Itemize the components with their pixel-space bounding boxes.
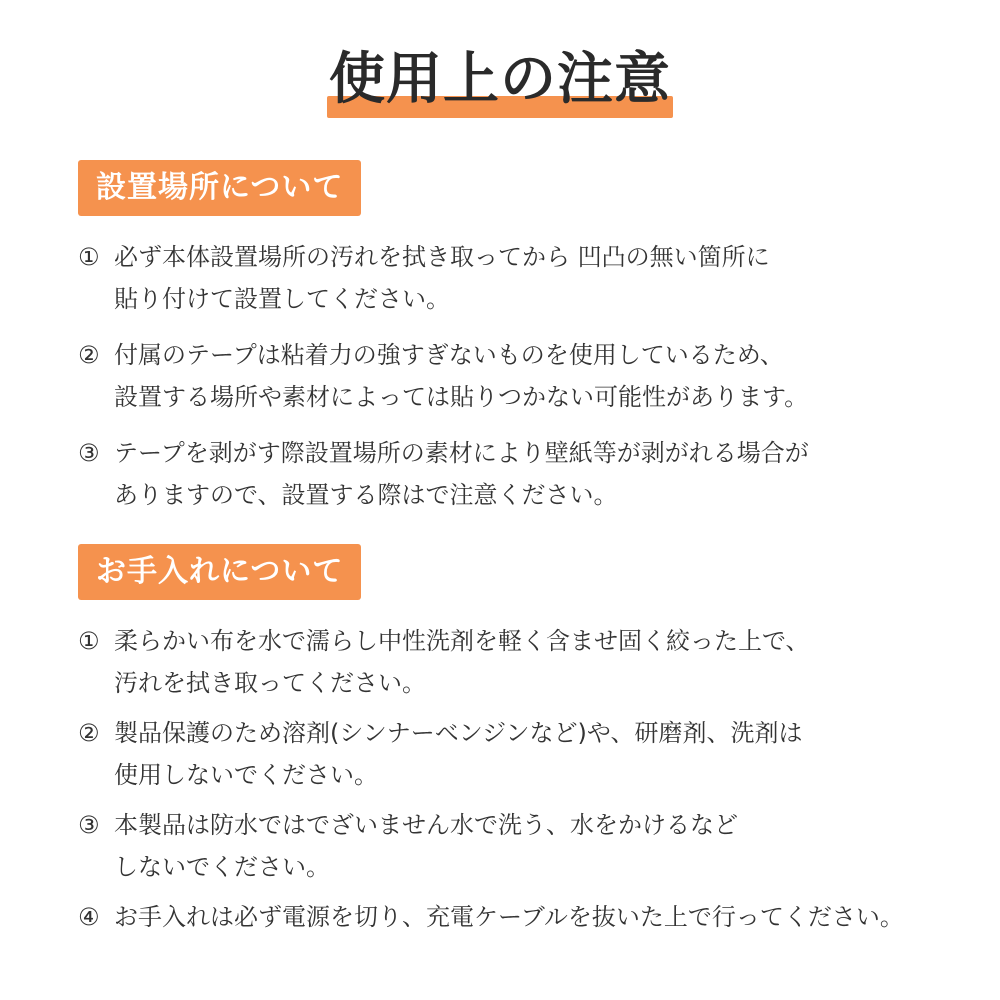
page-title-wrap [0,44,1000,116]
item-line: 製品保護のため溶剤(シンナーベンジンなど)や、研磨剤、洗剤は [114,719,803,747]
item-number: ② [78,719,100,747]
list-item [78,620,958,704]
item-number: ① [78,627,100,655]
item-number: ① [78,243,100,271]
item-line: 使用しないでください。 [114,761,378,789]
page-title-text: 使用上の注意 [329,47,671,112]
page-title [327,44,673,116]
item-line: テープを剥がす際設置場所の素材により壁紙等が剥がれる場合が [114,439,809,467]
item-number: ④ [78,903,100,931]
list-item [78,432,958,516]
item-number: ③ [78,439,100,467]
section-heading: お手入れについて [78,544,361,600]
section-heading: 設置場所について [78,160,361,216]
list-item [78,236,958,320]
list-item [78,334,958,418]
item-list [78,236,958,516]
list-item [78,712,958,796]
item-line: お手入れは必ず電源を切り、充電ケーブルを抜いた上で行ってください。 [114,903,904,931]
item-line: ありますので、設置する際はで注意ください。 [114,481,618,509]
item-list [78,620,958,938]
item-line: 付属のテープは粘着力の強すぎないものを使用しているため、 [114,341,784,369]
list-item [78,896,958,938]
item-number: ② [78,341,100,369]
section-installation [78,160,958,530]
section-care [78,544,958,946]
item-line: 本製品は防水ではでざいません水で洗う、水をかけるなど [114,811,738,839]
item-line: 汚れを拭き取ってください。 [114,669,426,697]
item-line: 必ず本体設置場所の汚れを拭き取ってから 凹凸の無い箇所に [114,243,770,271]
item-line: 柔らかい布を水で濡らし中性洗剤を軽く含ませ固く絞った上で、 [114,627,810,655]
item-line: しないでください。 [114,853,330,881]
item-line: 設置する場所や素材によっては貼りつかない可能性があります。 [114,383,809,411]
list-item [78,804,958,888]
item-line: 貼り付けて設置してください。 [114,285,450,313]
item-number: ③ [78,811,100,839]
